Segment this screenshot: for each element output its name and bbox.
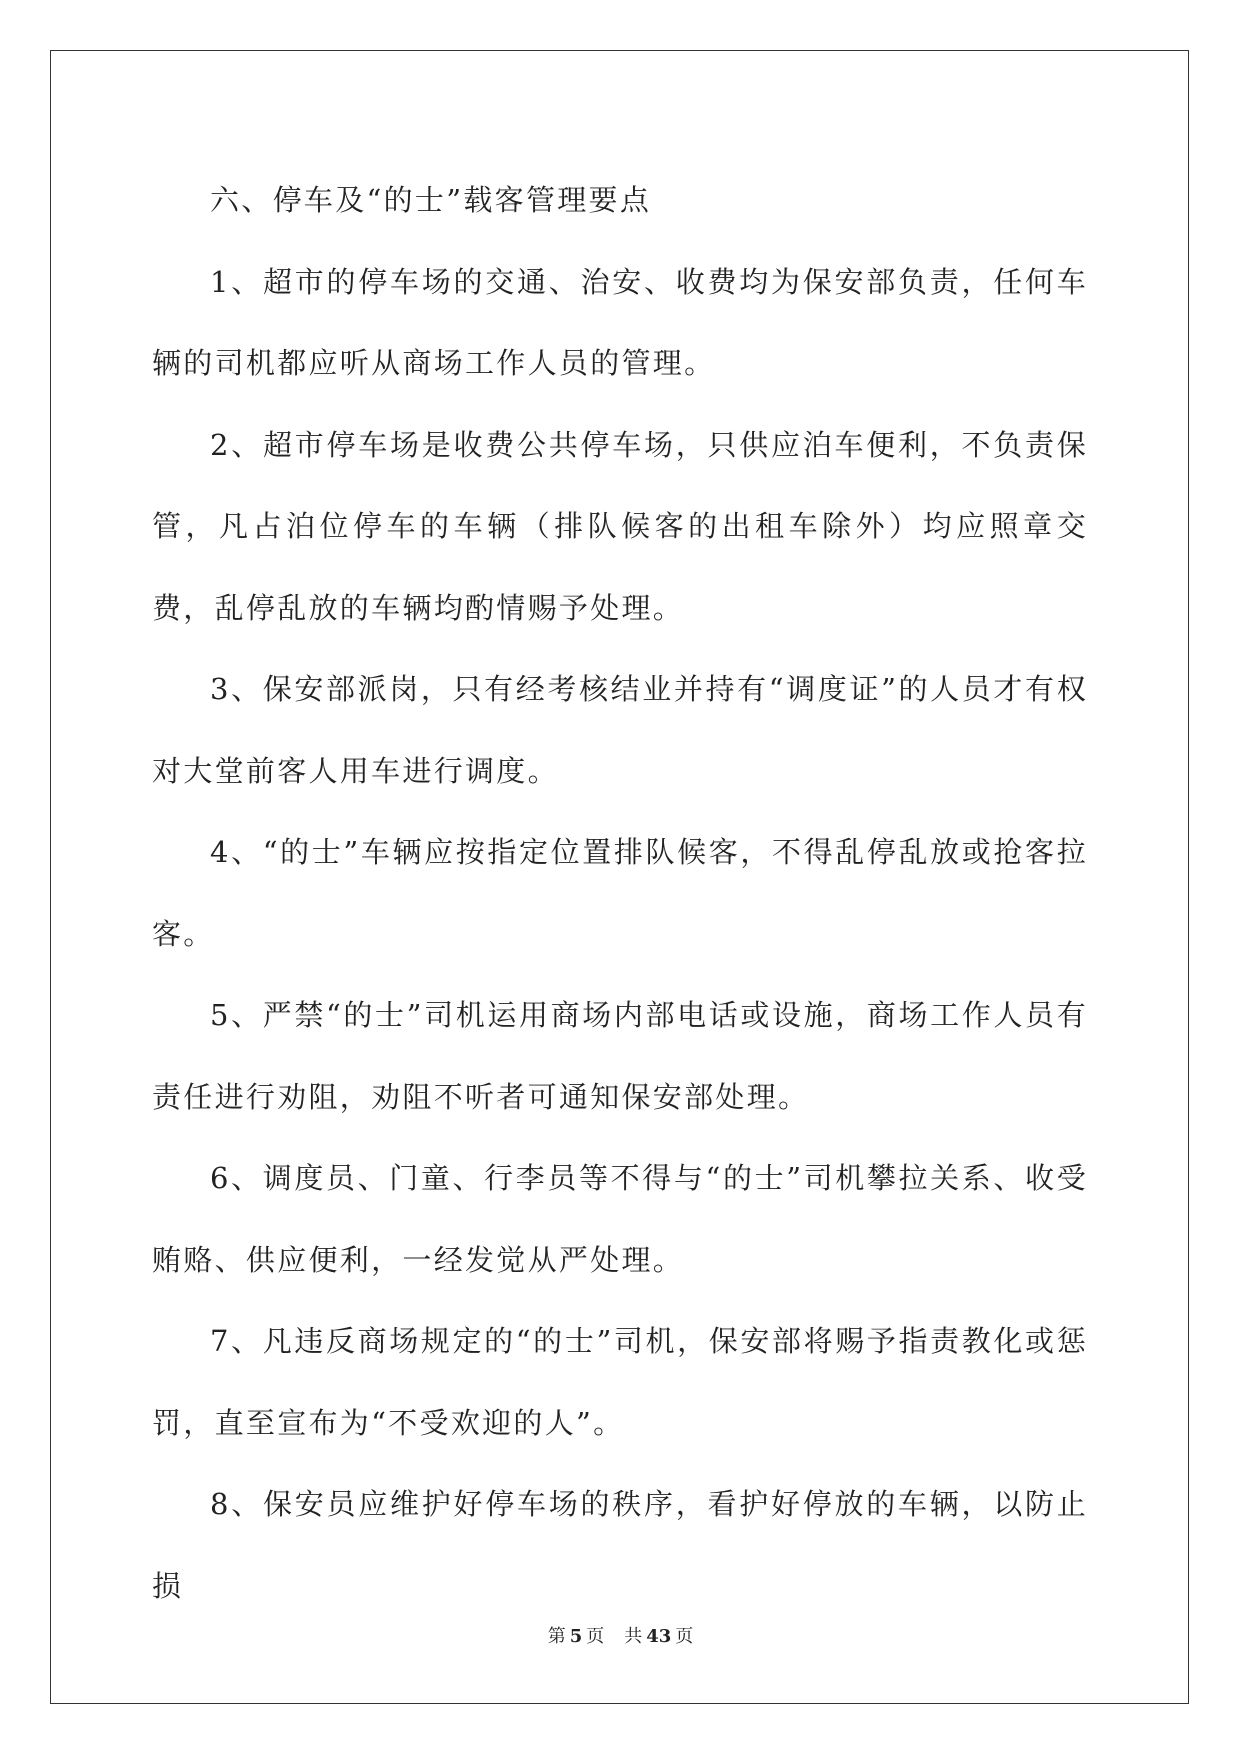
paragraph-3: 3、保安部派岗，只有经考核结业并持有“调度证”的人员才有权对大堂前客人用车进行调度。: [152, 672, 1088, 788]
document-body: [152, 160, 1088, 1627]
section-heading: 六、停车及“的士”载客管理要点: [210, 183, 652, 217]
paragraph-1: 1、超市的停车场的交通、治安、收费均为保安部负责，任何车辆的司机都应听从商场工作人员的管理。: [152, 264, 1088, 380]
total-suffix: 页: [675, 1626, 694, 1647]
total-pages: 43: [646, 1626, 672, 1647]
page-suffix: 页: [586, 1626, 605, 1647]
total-prefix: 共: [624, 1626, 643, 1647]
paragraph-7: 7、凡违反商场规定的“的士”司机，保安部将赐予指责教化或惩罚，直至宣布为“不受欢迎的人”。: [152, 1324, 1088, 1440]
paragraph-4: 4、“的士”车辆应按指定位置排队候客，不得乱停乱放或抢客拉客。: [152, 835, 1088, 951]
page-footer: [0, 1622, 1241, 1648]
paragraph-2: 2、超市停车场是收费公共停车场，只供应泊车便利，不负责保管，凡占泊位停车的车辆（排队候客的出租车除外）均应照章交费，乱停乱放的车辆均酌情赐予处理。: [152, 427, 1088, 625]
page-number: 5: [569, 1626, 583, 1647]
paragraph-5: 5、严禁“的士”司机运用商场内部电话或设施，商场工作人员有责任进行劝阻，劝阻不听者可通知保安部处理。: [152, 998, 1088, 1114]
paragraph-8: 8、保安员应维护好停车场的秩序，看护好停放的车辆，以防止损: [152, 1487, 1088, 1603]
page-prefix: 第: [547, 1626, 566, 1647]
paragraph-6: 6、调度员、门童、行李员等不得与“的士”司机攀拉关系、收受贿赂、供应便利，一经发觉从严处理。: [152, 1161, 1088, 1277]
